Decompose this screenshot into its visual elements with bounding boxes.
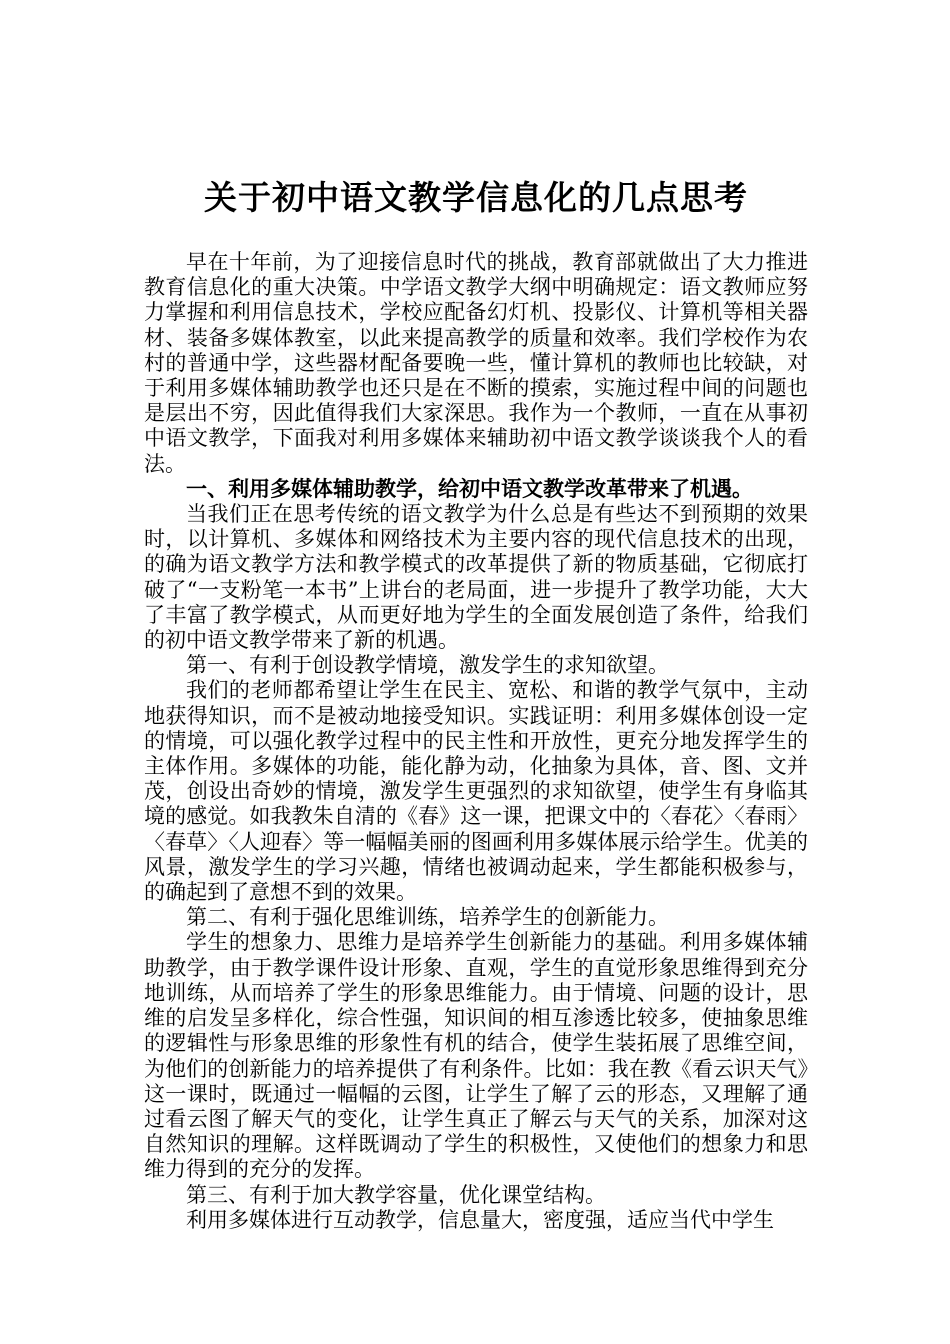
paragraph-point-1: 我们的老师都希望让学生在民主、宽松、和谐的教学气氛中，主动地获得知识，而不是被动地接受知识。实践证明：利用多媒体创设一定的情境，可以强化教学过程中的民主性和开放性，更充分地发挥学生的主体作用。多媒体的功能，能化静为动，化抽象为具体，音、图、文并茂，创设出奇妙的情境，激发学生更强烈的求知欲望，使学生有身临其境的感觉。如我教朱自清的《春》这一课，把课文中的〈春花〉〈春雨〉〈春草〉〈人迎春〉等一幅幅美丽的图画利用多媒体展示给学生。优美的风景，激发学生的学习兴趣，情绪也被调动起来，学生都能积极参与，的确起到了意想不到的效果。 [144,678,808,905]
document-body [144,250,808,1233]
section-heading-1: 一、利用多媒体辅助教学，给初中语文教学改革带来了机遇。 [186,476,753,501]
paragraph-point-3: 利用多媒体进行互动教学，信息量大，密度强，适应当代中学生 [186,1207,774,1232]
subheading-point-3: 第三、有利于加大教学容量，优化课堂结构。 [186,1182,606,1207]
paragraph-point-2: 学生的想象力、思维力是培养学生创新能力的基础。利用多媒体辅助教学，由于教学课件设计形象、直观，学生的直觉形象思维得到充分地训练，从而培养了学生的形象思维能力。由于情境、问题的设计，思维的启发呈多样化，综合性强，知识间的相互渗透比较多，使抽象思维的逻辑性与形象思维的形象性有机的结合，使学生装拓展了思维空间，为他们的创新能力的培养提供了有利条件。比如：我在教《看云识天气》这一课时，既通过一幅幅的云图，让学生了解了云的形态，又理解了通过看云图了解天气的变化，让学生真正了解云与天气的关系，加深对这自然知识的理解。这样既调动了学生的积极性，又使他们的想象力和思维力得到的充分的发挥。 [144,930,808,1182]
subheading-point-2: 第二、有利于强化思维训练，培养学生的创新能力。 [186,905,669,930]
paragraph-section-1: 当我们正在思考传统的语文教学为什么总是有些达不到预期的效果时，以计算机、多媒体和网络技术为主要内容的现代信息技术的出现，的确为语文教学方法和教学模式的改革提供了新的物质基础，它彻底打破了“一支粉笔一本书”上讲台的老局面，进一步提升了教学功能，大大了丰富了教学模式，从而更好地为学生的全面发展创造了条件，给我们的初中语文教学带来了新的机遇。 [144,502,808,653]
document-page [144,168,808,1233]
document-title: 关于初中语文教学信息化的几点思考 [204,178,748,217]
subheading-point-1: 第一、有利于创设教学情境，激发学生的求知欲望。 [186,653,669,678]
paragraph-intro: 早在十年前，为了迎接信息时代的挑战，教育部就做出了大力推进教育信息化的重大决策。中学语文教学大纲中明确规定：语文教师应努力掌握和利用信息技术，学校应配备幻灯机、投影仪、计算机等相关器材、装备多媒体教室，以此来提高教学的质量和效率。我们学校作为农村的普通中学，这些器材配备要晚一些，懂计算机的教师也比较缺，对于利用多媒体辅助教学也还只是在不断的摸索，实施过程中间的问题也是层出不穷，因此值得我们大家深思。我作为一个教师，一直在从事初中语文教学，下面我对利用多媒体来辅助初中语文教学谈谈我个人的看法。 [144,250,808,476]
